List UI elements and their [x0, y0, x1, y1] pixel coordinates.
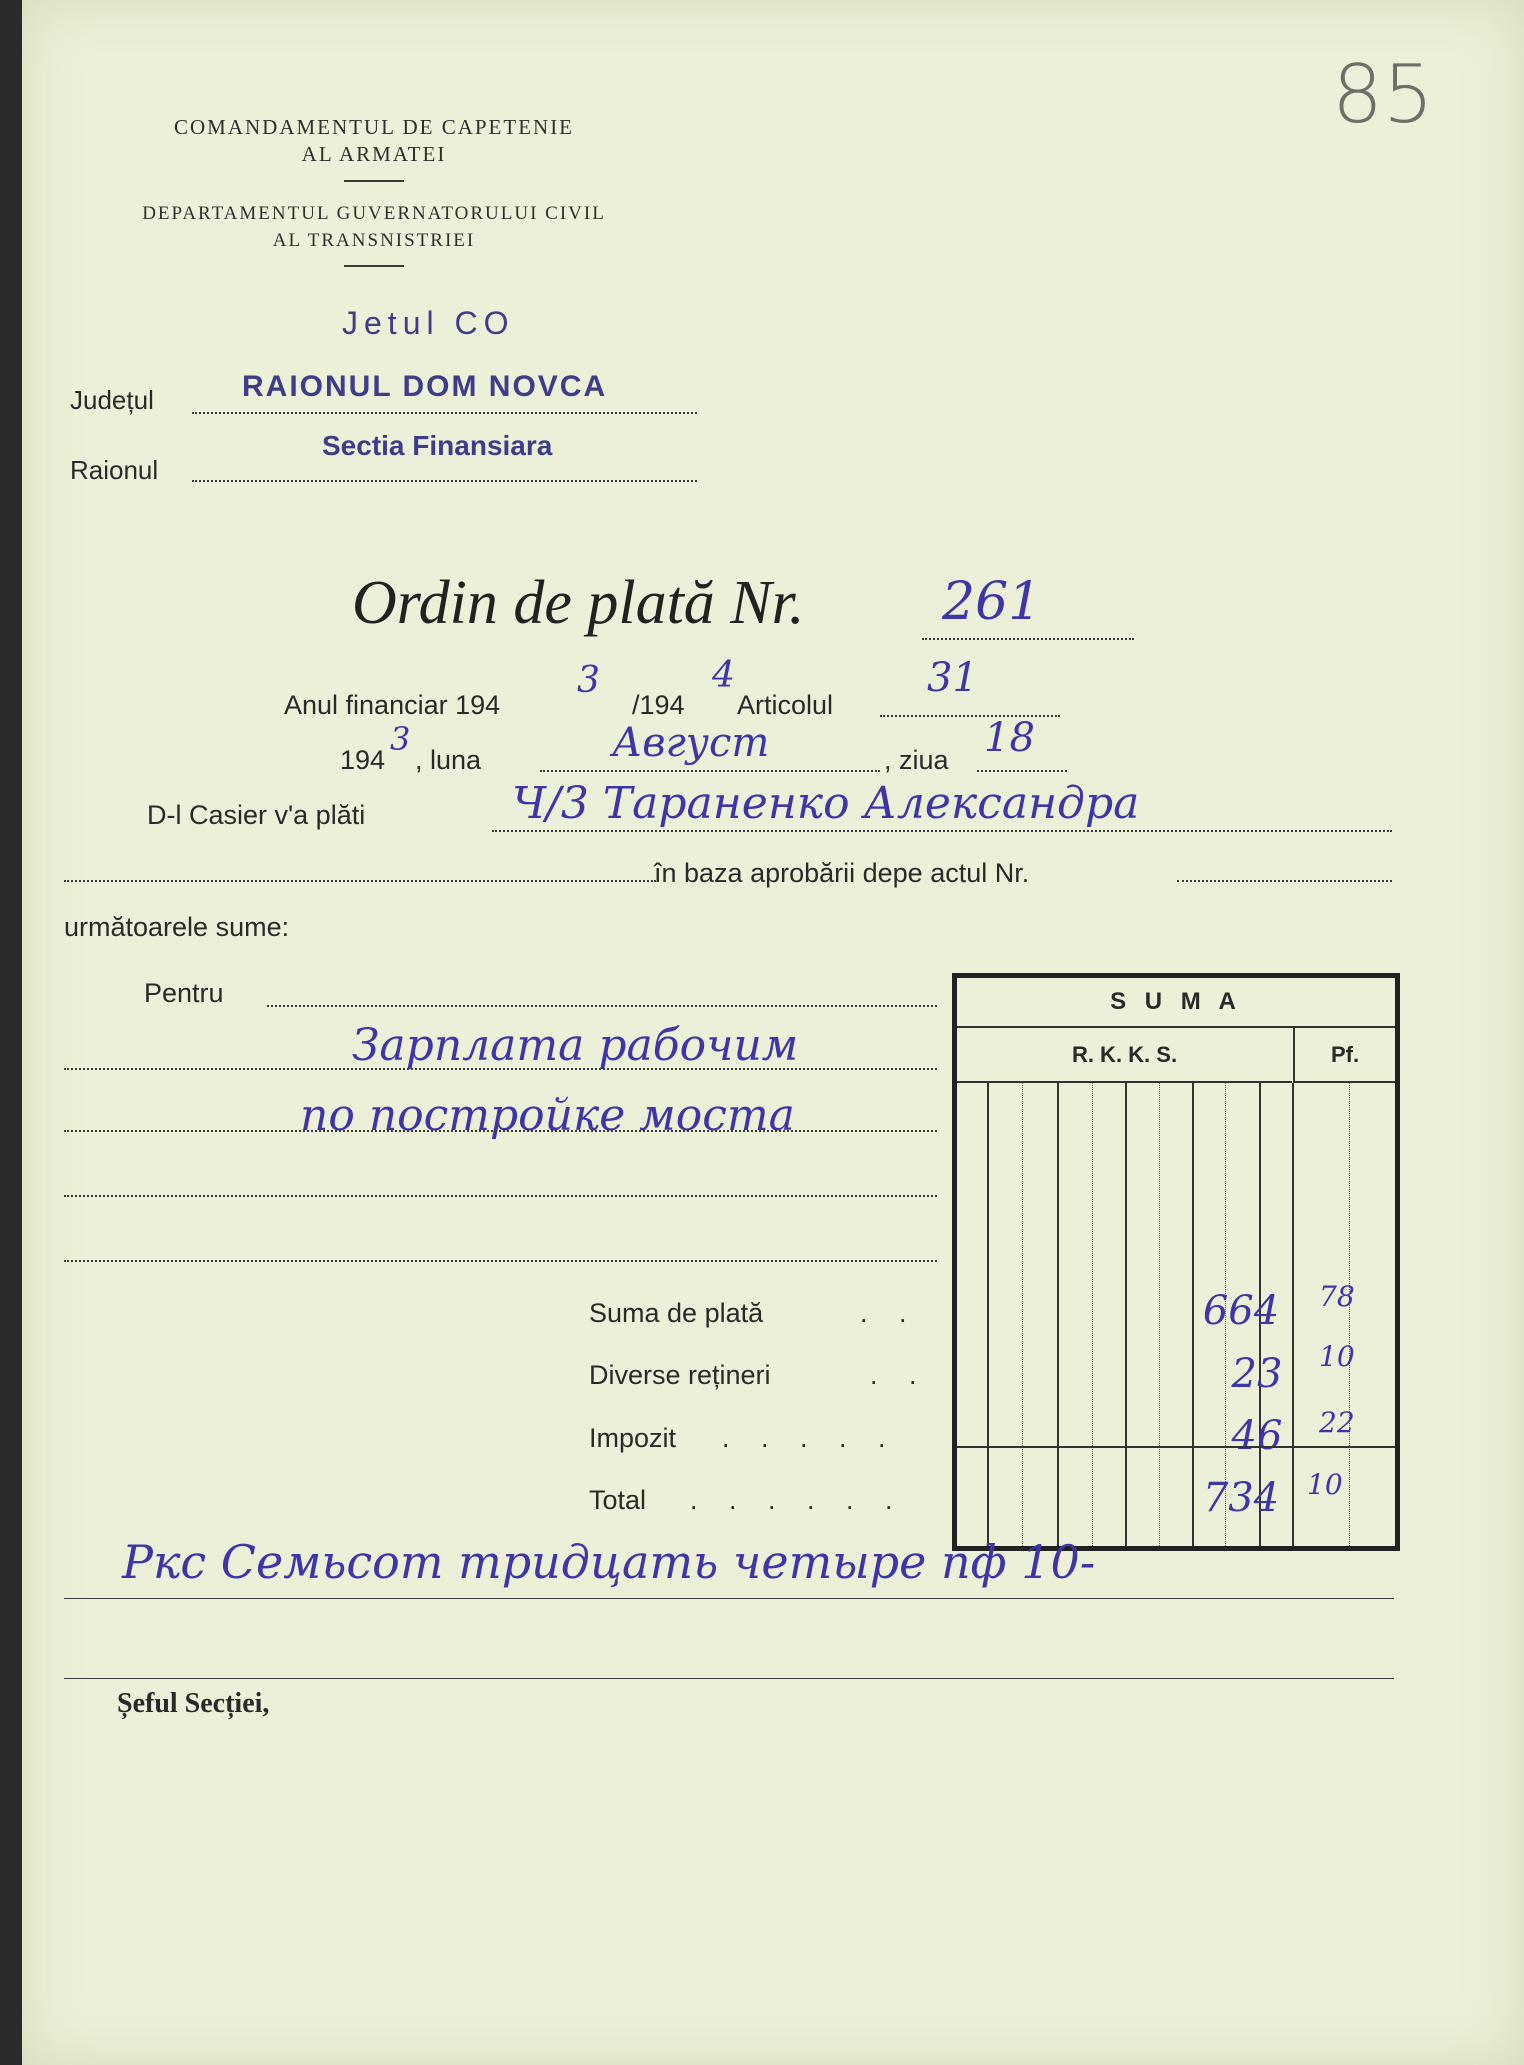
signature-top-line [64, 1678, 1394, 1679]
suma-de-plata-label: Suma de plată [589, 1298, 764, 1328]
pentru-line-4 [64, 1195, 937, 1197]
stamp-sectia: Sectia Finansiara [322, 430, 553, 461]
total-rk: 734 [1202, 1475, 1280, 1521]
document-title: Ordin de plată Nr. [352, 569, 805, 637]
column-rule [1092, 1083, 1093, 1546]
amounts-table [952, 973, 1400, 1551]
article-number: 31 [927, 655, 978, 701]
luna-label: , luna [415, 745, 482, 775]
purpose-line-1: Зарплата рабочим [352, 1020, 799, 1071]
stamp-raion: RAIONUL DOM NOVCA [242, 370, 608, 403]
column-rule [1022, 1083, 1023, 1546]
sume-label: următoarele sume: [64, 912, 290, 942]
pf-header: Pf. [1293, 1028, 1395, 1083]
year-prefix: 194 [340, 745, 386, 775]
month-value: Август [612, 720, 770, 766]
total-pf: 10 [1307, 1468, 1343, 1501]
payment-order-sheet [22, 0, 1524, 2065]
total-rule [957, 1446, 1395, 1448]
approval-line-right [1177, 880, 1392, 882]
column-rule [1159, 1083, 1160, 1546]
header-line-3: DEPARTAMENTUL GUVERNATORULUI CIVIL [142, 203, 606, 224]
fiscal-year-2: 4 [712, 655, 735, 696]
articolul-label: Articolul [737, 690, 834, 720]
ziua-line [977, 770, 1067, 772]
payee-name: Ч/3 Тараненко Александра [512, 778, 1140, 829]
header-divider [344, 180, 404, 182]
slash-194: /194 [632, 690, 685, 720]
column-rule [1057, 1083, 1059, 1546]
impozit-label: Impozit [589, 1423, 677, 1453]
column-rule [1349, 1083, 1350, 1546]
order-number-line [922, 638, 1134, 640]
date-year: 3 [390, 720, 411, 758]
judetul-line [192, 412, 697, 414]
diverse-dots: . . [870, 1360, 929, 1390]
impozit-pf: 22 [1319, 1406, 1355, 1439]
raionul-label: Raionul [70, 455, 159, 485]
anul-label: Anul financiar 194 [284, 690, 501, 720]
raionul-line [192, 480, 697, 482]
stamp-judet: Jetul CO [342, 305, 515, 341]
header-line-1: COMANDAMENTUL DE CAPETENIE [173, 115, 575, 139]
ziua-label: , ziua [884, 745, 949, 775]
judetul-label: Județul [70, 385, 154, 415]
order-number: 261 [942, 572, 1042, 632]
casier-line [492, 830, 1392, 832]
suma-header: S U M A [957, 978, 1395, 1028]
impozit-dots: . . . . . [722, 1423, 898, 1453]
pentru-line-3 [64, 1130, 937, 1132]
day-value: 18 [984, 715, 1035, 761]
suma-de-plata-rk: 664 [1202, 1288, 1280, 1334]
baza-label: în baza aprobării depe actul Nr. [654, 858, 1030, 888]
approval-line-left [64, 880, 656, 882]
rkks-header: R. K. K. S. [957, 1028, 1292, 1083]
pentru-line-1 [267, 1005, 937, 1007]
purpose-line-2: по постройке моста [300, 1090, 795, 1141]
header-divider-2 [344, 265, 404, 267]
amount-in-words: Ркс Семьсот тридцать четыре пф 10- [122, 1535, 1096, 1589]
column-rule [1125, 1083, 1127, 1546]
header-line-2: AL ARMATEI [301, 142, 447, 166]
column-rule [987, 1083, 989, 1546]
diverse-label: Diverse rețineri [589, 1360, 771, 1390]
page-number: 85 [1332, 48, 1434, 141]
pentru-line-2 [64, 1068, 937, 1070]
pentru-line-5 [64, 1260, 937, 1262]
pentru-label: Pentru [144, 978, 224, 1008]
diverse-retineri-rk: 23 [1231, 1351, 1283, 1397]
diverse-retineri-pf: 10 [1319, 1340, 1355, 1373]
suma-dots: . . [860, 1298, 919, 1328]
suma-de-plata-pf: 78 [1319, 1280, 1355, 1313]
seful-sectiei-label: Șeful Secției, [117, 1688, 270, 1719]
impozit-rk: 46 [1231, 1413, 1283, 1459]
amount-in-words-line [64, 1598, 1394, 1599]
casier-label: D-l Casier v'a plăti [147, 800, 366, 830]
header-line-4: AL TRANSNISTRIEI [272, 230, 476, 251]
total-label: Total [589, 1485, 647, 1515]
luna-line [540, 770, 880, 772]
fiscal-year-1: 3 [577, 660, 600, 701]
total-dots: . . . . . . [690, 1485, 905, 1515]
